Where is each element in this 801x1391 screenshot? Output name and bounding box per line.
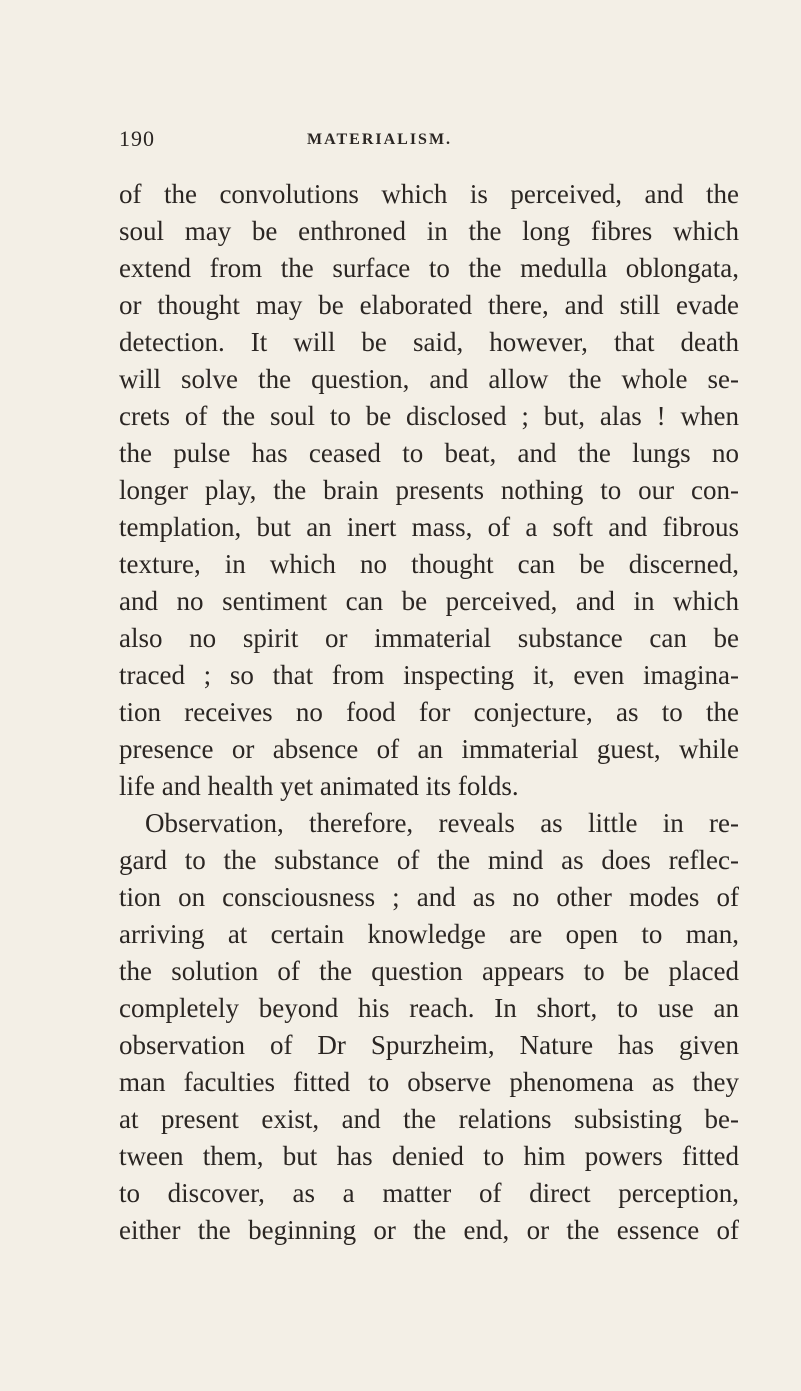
body-text	[119, 176, 739, 1249]
text-line: observation of Dr Spurzheim, Nature has given	[119, 1030, 739, 1060]
text-line: presence or absence of an immaterial guest, while	[119, 734, 739, 764]
text-line: will solve the question, and allow the whole se-	[119, 364, 739, 394]
page-number: 190	[119, 126, 155, 151]
text-line: tween them, but has denied to him powers fitted	[119, 1141, 739, 1171]
text-line: of the convolutions which is perceived, and the	[119, 179, 739, 209]
text-line: man faculties fitted to observe phenomena as they	[119, 1067, 739, 1097]
text-line: gard to the substance of the mind as does reflec-	[119, 845, 739, 875]
text-line: tion on consciousness ; and as no other modes of	[119, 882, 739, 912]
text-line: templation, but an inert mass, of a soft and fibrous	[119, 512, 739, 542]
text-line: completely beyond his reach. In short, to use an	[119, 993, 739, 1023]
page-header	[119, 126, 739, 156]
text-line: texture, in which no thought can be discerned,	[119, 549, 739, 579]
text-line: arriving at certain knowledge are open to man,	[119, 919, 739, 949]
text-line: crets of the soul to be disclosed ; but, alas ! when	[119, 401, 739, 431]
text-line: traced ; so that from inspecting it, even imagina-	[119, 660, 739, 690]
text-line: the pulse has ceased to beat, and the lungs no	[119, 438, 739, 468]
running-head: MATERIALISM.	[307, 131, 453, 148]
text-line: either the beginning or the end, or the essence of	[119, 1215, 739, 1245]
text-line: or thought may be elaborated there, and still evade	[119, 290, 739, 320]
text-line: at present exist, and the relations subsisting be-	[119, 1104, 739, 1134]
text-line: soul may be enthroned in the long fibres which	[119, 216, 739, 246]
text-line: Observation, therefore, reveals as little in re-	[145, 808, 739, 838]
text-line: and no sentiment can be perceived, and in which	[119, 586, 739, 616]
text-line: extend from the surface to the medulla oblongata,	[119, 253, 739, 283]
text-line: detection. It will be said, however, that death	[119, 327, 739, 357]
text-line: tion receives no food for conjecture, as to the	[119, 697, 739, 727]
text-line: longer play, the brain presents nothing to our con-	[119, 475, 739, 505]
text-line: life and health yet animated its folds.	[119, 771, 519, 801]
text-line: also no spirit or immaterial substance can be	[119, 623, 739, 653]
text-line: the solution of the question appears to be placed	[119, 956, 739, 986]
text-line: to discover, as a matter of direct perception,	[119, 1178, 739, 1208]
